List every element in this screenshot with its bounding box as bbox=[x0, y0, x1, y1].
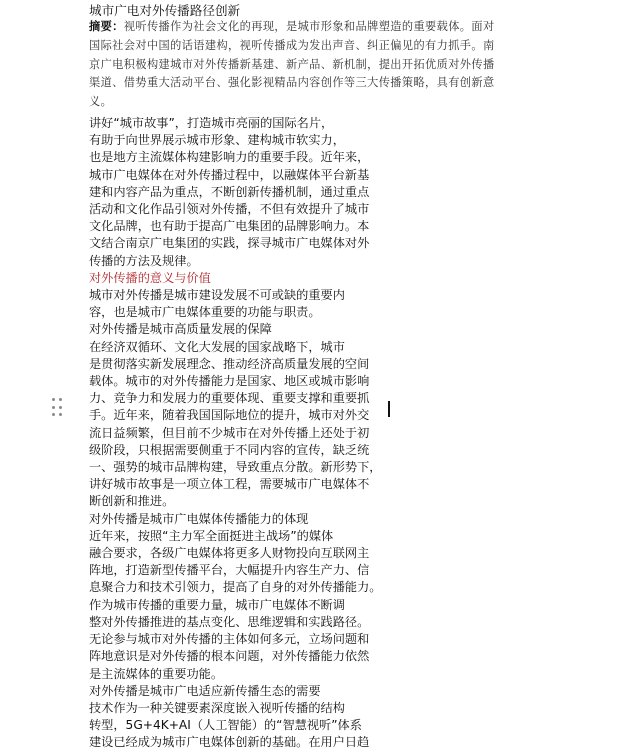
text-cursor bbox=[388, 401, 390, 417]
paragraph-line: 建设已经成为城市广电媒体创新的基础。在用户日趋 bbox=[89, 735, 370, 750]
paragraph-line: 讲好“城市故事”，打造城市亮丽的国际名片， bbox=[89, 116, 334, 130]
paragraph-line: 容，也是城市广电媒体重要的功能与职责。 bbox=[89, 305, 321, 320]
paragraph-line: 传播的方法及规律。 bbox=[89, 253, 199, 268]
paragraph-line: 融合要求，各级广电媒体将更多人财物投向互联网主 bbox=[89, 546, 370, 561]
paragraph-line: 技术作为一种关键要素深度嵌入视听传播的结构 bbox=[89, 700, 345, 715]
paragraph-line: 转型，5G+4K+AI（人工智能）的“智慧视听”体系 bbox=[89, 718, 362, 733]
paragraph-line: 流日益频繁，但目前不少城市在对外传播上还处于初 bbox=[89, 425, 370, 440]
section-heading: 对外传播的意义与价值 bbox=[89, 270, 211, 285]
paragraph-line: 手。近年来，随着我国国际地位的提升，城市对外交 bbox=[89, 408, 370, 423]
paragraph-line: 无论参与城市对外传播的主体如何多元，立场问题和 bbox=[89, 632, 370, 647]
paragraph-line: 城市广电媒体在对外传播过程中，以融媒体平台新基 bbox=[89, 167, 370, 182]
paragraph-line: 近年来，按照“主力军全面挺进主战场”的媒体 bbox=[89, 528, 334, 543]
abstract-line: 渠道、借势重大活动平台、强化影视精品内容创作等三大传播策略，具有创新意 bbox=[89, 76, 495, 90]
paragraph-line: 文化品牌，也有助于提高广电集团的品牌影响力。本 bbox=[89, 219, 370, 234]
paragraph-line: 城市对外传播是城市建设发展不可或缺的重要内 bbox=[89, 288, 345, 303]
paragraph-line: 是主流媒体的重要功能。 bbox=[89, 666, 224, 681]
paragraph-line: 阵地意识是对外传播的根本问题，对外传播能力依然 bbox=[89, 649, 370, 664]
abstract-block bbox=[89, 18, 609, 112]
paragraph-line: 阵地，打造新型传播平台，大幅提升内容生产力、信 bbox=[89, 563, 370, 578]
subsection-heading: 对外传播是城市广电适应新传播生态的需要 bbox=[89, 683, 321, 698]
subsection-heading: 对外传播是城市广电媒体传播能力的体现 bbox=[89, 511, 309, 526]
abstract-line: 京广电积极构建城市对外传播新基建、新产品、新机制，提出开拓优质对外传播 bbox=[89, 57, 495, 71]
paragraph-line: 一、强势的城市品牌构建，导致重点分散。新形势下， bbox=[89, 460, 382, 475]
paragraph-line: 息聚合力和技术引领力，提高了自身的对外传播能力。 bbox=[89, 580, 382, 595]
abstract-line: 摘要：视听传播作为社会文化的再现，是城市形象和品牌塑造的重要载体。面对 bbox=[89, 20, 495, 33]
subsection-heading: 对外传播是城市高质量发展的保障 bbox=[89, 322, 272, 337]
paragraph-line: 力、竞争力和发展力的重要体现、重要支撑和重要抓 bbox=[89, 391, 370, 406]
body-text bbox=[89, 115, 609, 752]
abstract-line: 义。 bbox=[89, 95, 113, 109]
paragraph-line: 在经济双循环、文化大发展的国家战略下，城市 bbox=[89, 339, 345, 354]
paragraph-line: 建和内容产品为重点，不断创新传播机制，通过重点 bbox=[89, 184, 370, 199]
paragraph-line: 也是地方主流媒体构建影响力的重要手段。近年来， bbox=[89, 150, 370, 165]
paragraph-line: 文结合南京广电集团的实践，探寻城市广电媒体对外 bbox=[89, 236, 370, 251]
paragraph-line: 断创新和推进。 bbox=[89, 494, 175, 509]
abstract-label: 摘要： bbox=[89, 20, 124, 33]
paragraph-line: 是贯彻落实新发展理念、推动经济高质量发展的空间 bbox=[89, 356, 370, 371]
paragraph-line: 载体。城市的对外传播能力是国家、地区或城市影响 bbox=[89, 374, 370, 389]
paragraph-line: 级阶段，只根据需要侧重于不同内容的宣传，缺乏统 bbox=[89, 442, 370, 457]
paragraph-line: 有助于向世界展示城市形象、建构城市软实力， bbox=[89, 133, 345, 148]
paragraph-line: 讲好城市故事是一项立体工程，需要城市广电媒体不 bbox=[89, 477, 370, 492]
paragraph-line: 整对外传播推进的基点变化、思维逻辑和实践路径。 bbox=[89, 614, 370, 629]
paragraph-line: 活动和文化作品引领对外传播，不但有效提升了城市 bbox=[89, 202, 370, 217]
document-title: 城市广电对外传播路径创新 bbox=[89, 3, 241, 18]
drag-handle-icon[interactable] bbox=[52, 398, 64, 418]
paragraph-line: 作为城市传播的重要力量，城市广电媒体不断调 bbox=[89, 597, 345, 612]
abstract-line: 国际社会对中国的话语建构，视听传播成为发出声音、纠正偏见的有力抓手。南 bbox=[89, 38, 495, 52]
